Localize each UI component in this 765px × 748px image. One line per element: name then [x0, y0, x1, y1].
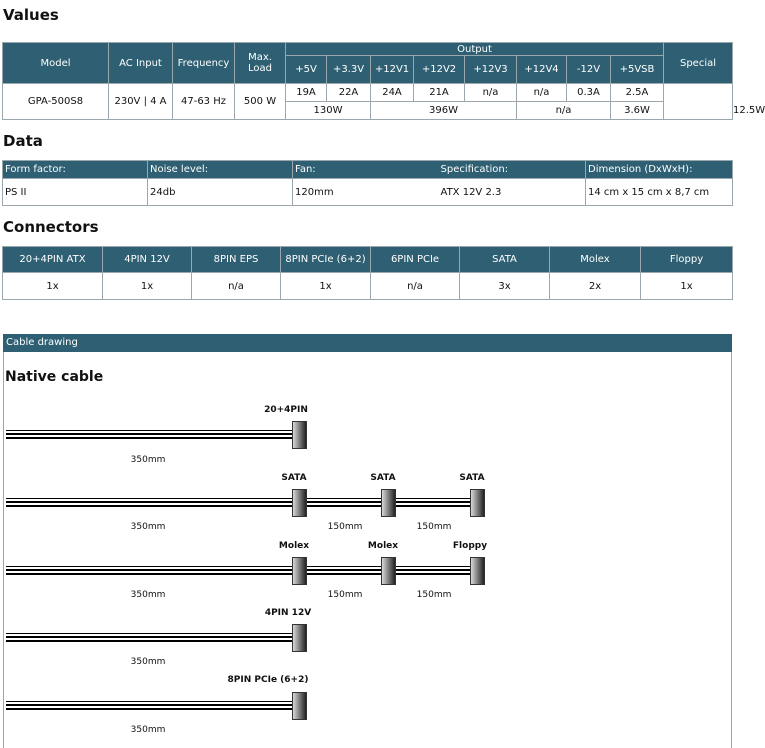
cable-length-label: 350mm	[130, 590, 166, 600]
cable-wire	[6, 566, 472, 576]
connector-plug	[292, 421, 307, 449]
connector-plug	[292, 557, 307, 585]
cable-connector-label: 4PIN 12V	[264, 608, 312, 618]
connectors-heading: Connectors	[3, 218, 99, 236]
connector-count: 1x	[103, 273, 192, 300]
data-label: Specification:	[439, 161, 586, 179]
cable-length-label: 350mm	[130, 657, 166, 667]
cell-combined: n/a	[517, 102, 611, 120]
cell-max-load: 500 W	[235, 84, 286, 120]
cell-amps: 22A	[327, 84, 371, 102]
rail-header: +12V1	[371, 56, 414, 84]
connector-label: 4PIN 12V	[103, 247, 192, 273]
data-table	[2, 160, 733, 206]
cell-amps: 2.5A	[611, 84, 664, 102]
connector-count: n/a	[371, 273, 460, 300]
connector-plug	[381, 489, 396, 517]
cell-model: GPA-500S8	[3, 84, 109, 120]
header-max-load: Max. Load	[235, 43, 286, 84]
rail-header: -12V	[567, 56, 611, 84]
connector-count: 1x	[3, 273, 103, 300]
cell-combined: 3.6W	[611, 102, 664, 120]
cable-connector-label: SATA	[281, 473, 307, 483]
cable-wire	[6, 430, 294, 440]
cell-combined: 396W	[371, 102, 517, 120]
header-frequency: Frequency	[173, 43, 235, 84]
connector-count: 3x	[460, 273, 550, 300]
connector-label: 6PIN PCIe	[371, 247, 460, 273]
cable-length-label: 150mm	[327, 590, 363, 600]
cell-amps: 0.3A	[567, 84, 611, 102]
rail-header: +5VSB	[611, 56, 664, 84]
cable-connector-label: SATA	[370, 473, 396, 483]
cable-wire	[6, 633, 294, 643]
cell-amps: 19A	[286, 84, 327, 102]
cable-length-label: 350mm	[130, 455, 166, 465]
data-label: Noise level:	[148, 161, 293, 179]
values-heading: Values	[3, 6, 59, 24]
connector-label: 8PIN PCIe (6+2)	[281, 247, 371, 273]
cable-drawing-bar: Cable drawing	[3, 334, 732, 352]
data-value: 120mm	[293, 179, 439, 206]
cable-connector-label: Floppy	[452, 541, 488, 551]
connector-plug	[292, 692, 307, 720]
rail-header: +3.3V	[327, 56, 371, 84]
cable-length-label: 150mm	[416, 590, 452, 600]
header-output: Output	[286, 43, 664, 56]
cell-amps: 24A	[371, 84, 414, 102]
connector-label: 20+4PIN ATX	[3, 247, 103, 273]
cable-length-label: 350mm	[130, 725, 166, 735]
rail-header: +12V2	[414, 56, 465, 84]
data-value: PS II	[3, 179, 148, 206]
connector-plug	[470, 489, 485, 517]
cable-connector-label: 8PIN PCIe (6+2)	[227, 675, 309, 685]
data-heading: Data	[3, 132, 43, 150]
data-label: Fan:	[293, 161, 439, 179]
data-label: Dimension (DxWxH):	[586, 161, 733, 179]
connector-plug	[292, 489, 307, 517]
data-value: 24db	[148, 179, 293, 206]
cable-length-label: 350mm	[130, 522, 166, 532]
cable-connector-label: SATA	[459, 473, 485, 483]
cell-amps: 21A	[414, 84, 465, 102]
cable-length-label: 150mm	[416, 522, 452, 532]
rail-header: +12V4	[517, 56, 567, 84]
cell-frequency: 47-63 Hz	[173, 84, 235, 120]
connector-count: 1x	[641, 273, 733, 300]
connector-count: 2x	[550, 273, 641, 300]
cable-connector-label: 20+4PIN	[264, 405, 308, 415]
native-cable-title: Native cable	[5, 369, 104, 385]
cable-connector-label: Molex	[278, 541, 310, 551]
data-value: 14 cm x 15 cm x 8,7 cm	[586, 179, 733, 206]
rail-header: +12V3	[465, 56, 517, 84]
cell-combined: 130W	[286, 102, 371, 120]
connector-plug	[292, 624, 307, 652]
cell-amps: n/a	[517, 84, 567, 102]
connector-label: Floppy	[641, 247, 733, 273]
cable-length-label: 150mm	[327, 522, 363, 532]
connector-plug	[470, 557, 485, 585]
cell-ac-input: 230V | 4 A	[109, 84, 173, 120]
connectors-table	[2, 246, 733, 300]
values-table: Model AC Input Frequency Max. Load Output Special +5V +3.3V +12V1 +12V2 +12V3 +12V4 -12V +5VSB GPA-500S8 230V | 4 A 47-63 Hz 500 W 19A 22A 24A 21A n/a n/a 0.3A 2.5A 130W 396W n/a 3.6W 12.5W	[2, 42, 733, 120]
data-value: ATX 12V 2.3	[439, 179, 586, 206]
header-model: Model	[3, 43, 109, 84]
cell-special	[664, 84, 733, 120]
connector-label: Molex	[550, 247, 641, 273]
cable-connector-label: Molex	[367, 541, 399, 551]
connector-plug	[381, 557, 396, 585]
header-special: Special	[664, 43, 733, 84]
cable-wire	[6, 701, 294, 711]
cable-wire	[6, 498, 472, 508]
data-label: Form factor:	[3, 161, 148, 179]
cell-amps: n/a	[465, 84, 517, 102]
header-ac-input: AC Input	[109, 43, 173, 84]
connector-count: 1x	[281, 273, 371, 300]
rail-header: +5V	[286, 56, 327, 84]
connector-label: SATA	[460, 247, 550, 273]
connector-count: n/a	[192, 273, 281, 300]
connector-label: 8PIN EPS	[192, 247, 281, 273]
